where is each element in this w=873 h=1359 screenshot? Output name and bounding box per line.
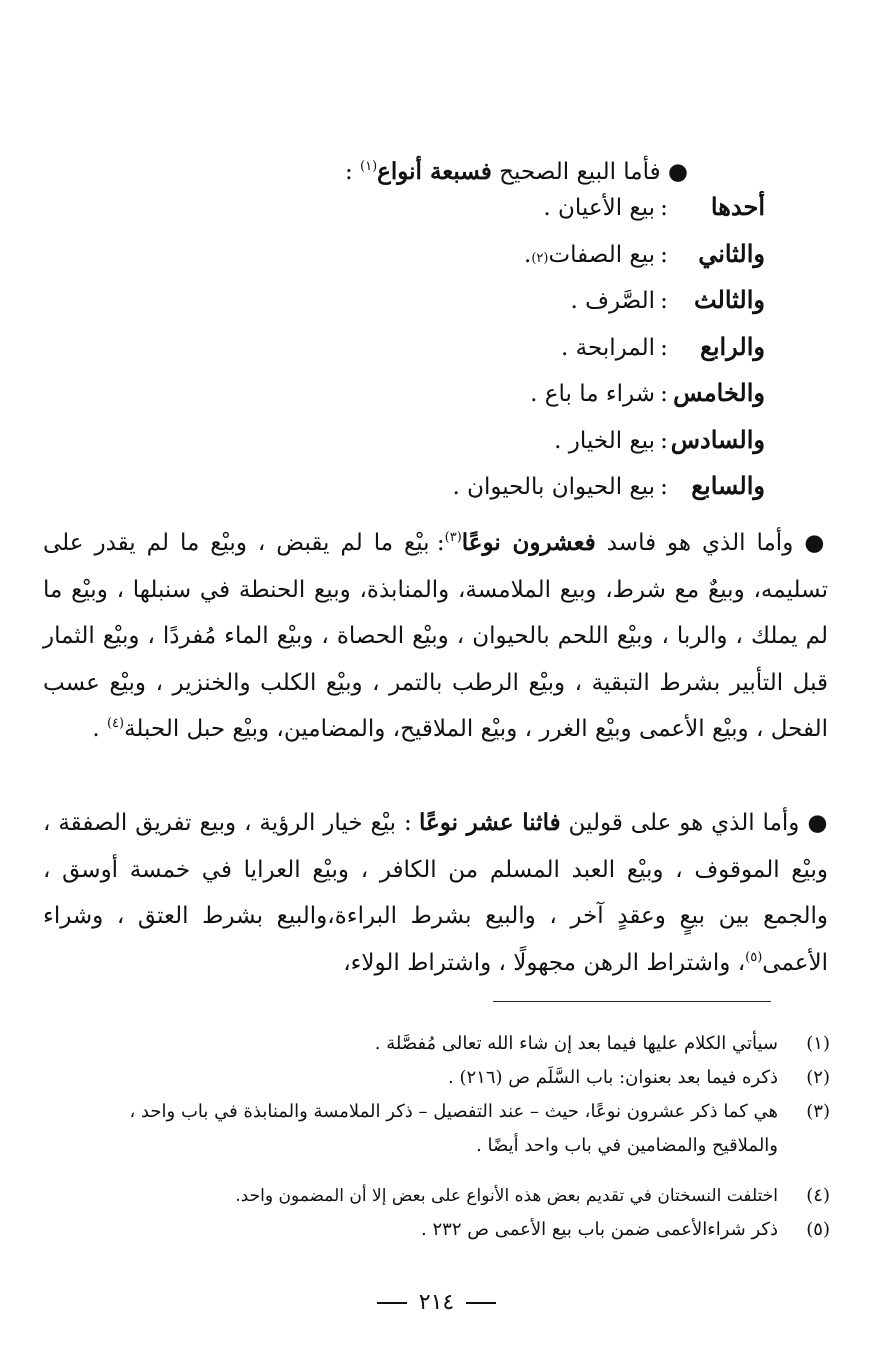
page-number-dash bbox=[377, 1302, 407, 1304]
type-label: والسابع bbox=[691, 471, 765, 500]
type-label: والثاني bbox=[698, 238, 765, 268]
footnote-number: (٣) bbox=[806, 1101, 830, 1122]
fasid-bold: فعشرون نوعًا bbox=[461, 529, 596, 556]
types-list bbox=[305, 192, 765, 518]
type-value: بيع الصفات bbox=[548, 241, 655, 268]
footnote bbox=[58, 1027, 830, 1061]
type-colon: : bbox=[660, 474, 668, 500]
intro-text: فأما البيع الصحيح bbox=[499, 159, 661, 185]
type-value: بيع الأعيان . bbox=[543, 195, 655, 221]
type-label: والسادس bbox=[670, 424, 765, 454]
fasid-body: : بيْع ما لم يقبض ، وبيْع ما لم يقدر على تسليمه، وبيعٌ مع شرط، وبيع الملامسة، والمنابذة، وبيع الحنطة في سنبلها ، وبيْع ما لم يملك ، والربا ، وبيْع اللحم بالحيوان ، وبيْع الحصاة ، وبيْع الماء مُفردًا ، وبيْع الثمار قبل التأبير بشرط التبقية ، وبيْع الرطب بالتمر ، وبيْع الكلب والخنزير ، وبيْع عسب الفحل ، وبيْع الأعمى وبيْع الغرر ، وبيْع الملاقيح، والمضامين، وبيْع حبل الحبلة bbox=[43, 530, 828, 742]
type-row bbox=[305, 192, 765, 239]
type-colon: : bbox=[660, 241, 668, 268]
intro-colon: : bbox=[344, 159, 353, 185]
intro-line bbox=[345, 152, 688, 192]
fasid-end: . bbox=[92, 716, 107, 742]
mukhtalaf-body-end: ، واشتراط الرهن مجهولًا ، واشتراط الولاء، bbox=[343, 949, 746, 976]
footnote-number: (٤) bbox=[806, 1185, 830, 1206]
footnote-ref: (٣) bbox=[444, 530, 462, 545]
fasid-intro: وأما الذي هو فاسد bbox=[606, 530, 794, 556]
type-colon: : bbox=[660, 334, 668, 361]
mukhtalaf-body: : بيْع خيار الرؤية ، وبيع تفريق الصفقة ، وبيْع الموقوف ، وبيْع العبد المسلم من الكافر ، وبيْع العرايا في خمسة أوسق ، والجمع بين بيعٍ وعقدٍ آخر ، والبيع بشرط البراءة،والبيع بشرط العتق ، وشراء الأعمى bbox=[43, 810, 828, 976]
footnote-ref: (١) bbox=[360, 159, 378, 174]
bullet: ● bbox=[807, 810, 829, 836]
bullet: ● bbox=[667, 159, 688, 185]
type-row bbox=[305, 378, 765, 425]
type-colon: : bbox=[660, 427, 668, 454]
type-row bbox=[305, 332, 765, 379]
type-label: أحدها bbox=[710, 192, 765, 221]
footnote-number: (١) bbox=[806, 1033, 830, 1054]
footnote-separator bbox=[493, 1001, 771, 1002]
type-label: والثالث bbox=[693, 285, 765, 314]
footnote bbox=[58, 1061, 830, 1095]
footnote-number: (٥) bbox=[806, 1219, 830, 1240]
mukhtalaf-paragraph bbox=[43, 800, 828, 986]
type-value: الصَّرف . bbox=[570, 288, 655, 314]
type-colon: : bbox=[660, 381, 668, 407]
type-row bbox=[305, 425, 765, 472]
footnote-ref: (٤) bbox=[106, 716, 125, 731]
page-number bbox=[0, 1290, 873, 1315]
type-label: والخامس bbox=[673, 378, 765, 407]
type-value: بيع الحيوان بالحيوان . bbox=[452, 474, 655, 500]
type-colon: : bbox=[660, 195, 668, 221]
type-colon: : bbox=[660, 288, 668, 314]
footnote-number: (٢) bbox=[806, 1067, 830, 1088]
footnote-ref: (٥) bbox=[745, 949, 763, 965]
mukhtalaf-intro: وأما الذي هو على قولين bbox=[568, 810, 800, 836]
type-row: والثاني : بيع الصفات (٢) . bbox=[524, 238, 765, 268]
mukhtalaf-bold: فاثنا عشر نوعًا bbox=[419, 809, 561, 836]
footnote-text: هي كما ذكر عشرون نوعًا، حيث – عند التفصيل – ذكر الملامسة والمنابذة في باب واحد ، والملاقيح والمضامين في باب واحد أيضًا . bbox=[129, 1101, 778, 1156]
footnote-text: سيأتي الكلام عليها فيما بعد إن شاء الله تعالى مُفصَّلة . bbox=[374, 1033, 778, 1054]
type-row bbox=[305, 471, 765, 518]
type-value: بيع الخيار . bbox=[554, 427, 655, 454]
fasid-paragraph bbox=[43, 520, 828, 753]
intro-bold: فسبعة أنواع bbox=[377, 158, 492, 185]
type-label: والرابع bbox=[700, 331, 765, 361]
footnote-text: ذكر شراءالأعمى ضمن باب بيع الأعمى ص ٢٣٢ . bbox=[421, 1219, 778, 1240]
page-number-text: ٢١٤ bbox=[418, 1290, 455, 1315]
type-row bbox=[305, 285, 765, 332]
bullet: ● bbox=[804, 530, 828, 556]
footnote-text: ذكره فيما بعد بعنوان: باب السَّلَم ص (٢١٦) . bbox=[448, 1067, 778, 1088]
type-value: المرابحة . bbox=[561, 334, 655, 361]
footnote bbox=[58, 1213, 830, 1247]
page-number-dash bbox=[466, 1302, 496, 1304]
footnote bbox=[58, 1095, 830, 1163]
footnote-text: اختلفت النسختان في تقديم بعض هذه الأنواع على بعض إلا أن المضمون واحد. bbox=[235, 1186, 778, 1206]
footnote bbox=[58, 1179, 830, 1213]
type-value: شراء ما باع . bbox=[530, 381, 655, 407]
type-tail: . bbox=[524, 241, 532, 268]
